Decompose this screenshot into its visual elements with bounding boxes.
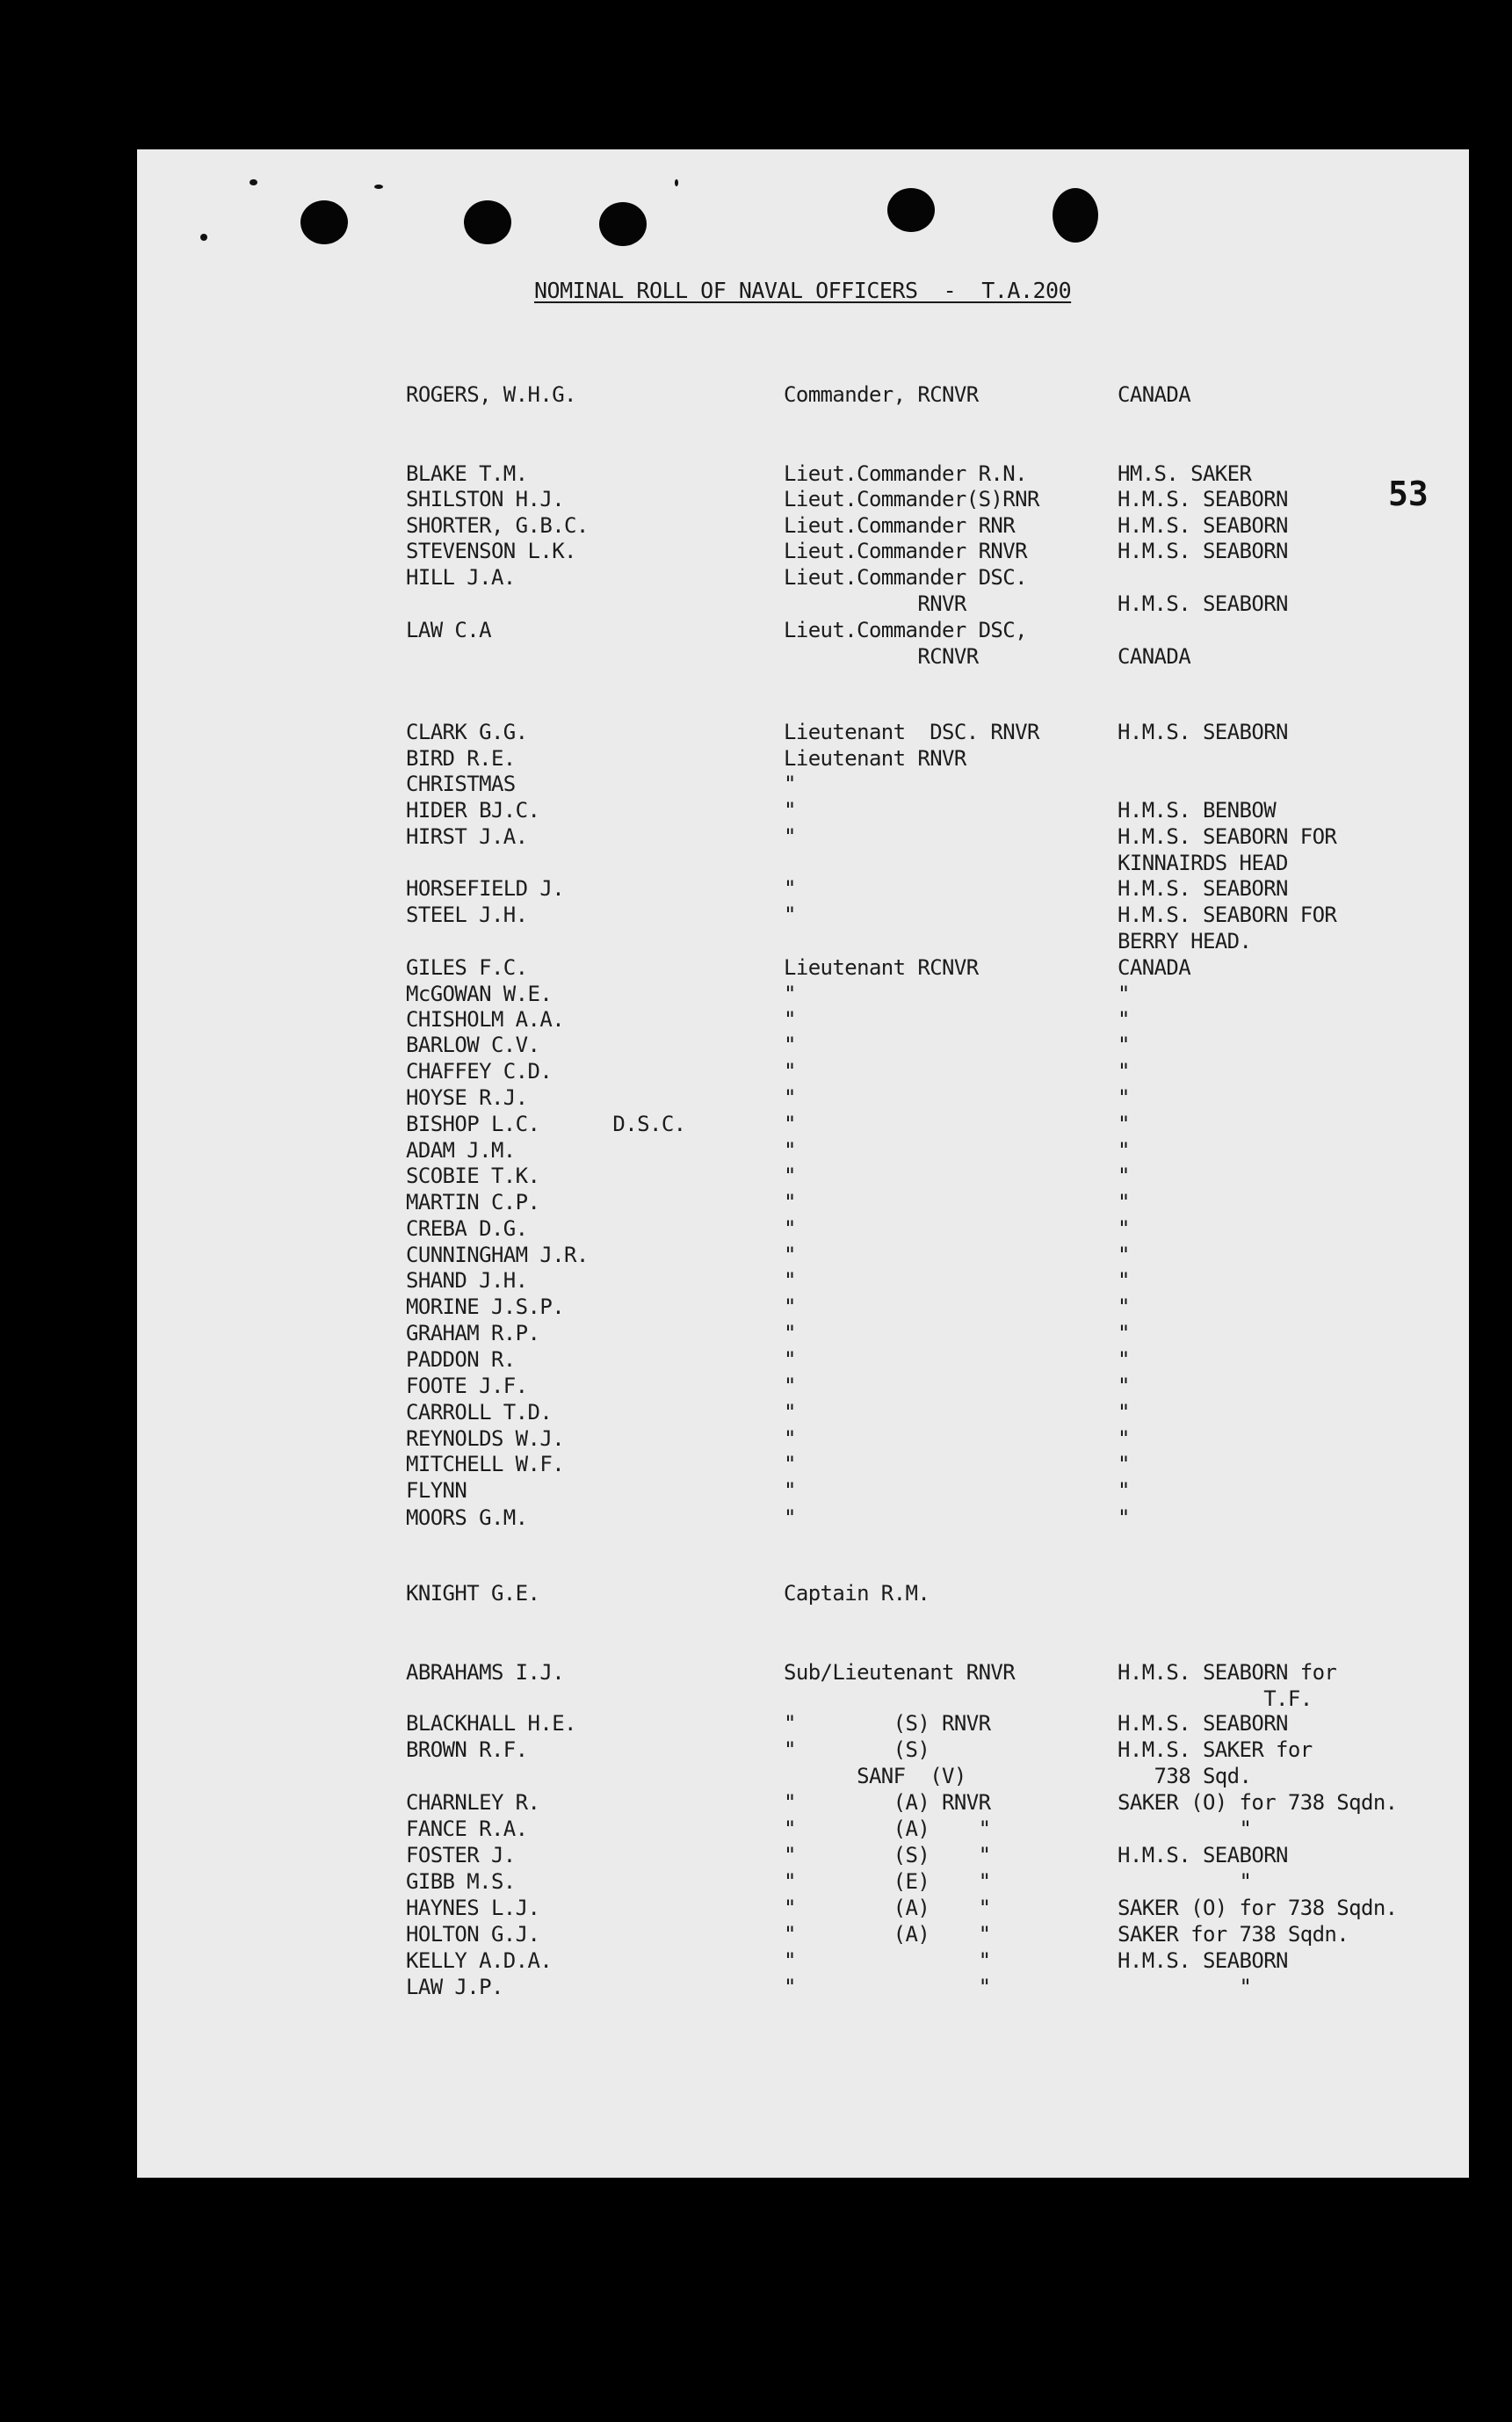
officer-rank: " [784, 1426, 796, 1451]
officer-name: SHILSTON H.J. [406, 487, 565, 511]
officer-name: FOSTER J. [406, 1843, 516, 1867]
officer-name: HORSEFIELD J. [406, 876, 565, 901]
officer-posting: SAKER for 738 Sqdn. [1118, 1922, 1349, 1947]
officer-name: CARROLL T.D. [406, 1400, 553, 1425]
officer-posting: " [1118, 982, 1130, 1006]
officer-posting: HM.S. SAKER [1118, 461, 1252, 486]
officer-rank: " (S) RNVR [784, 1711, 991, 1736]
officer-posting: " [1118, 1007, 1130, 1032]
officer-posting: H.M.S. SEABORN [1118, 513, 1288, 538]
officer-name: CREBA D.G. [406, 1216, 528, 1241]
officer-rank: Commander, RCNVR [784, 382, 979, 407]
officer-rank: Lieut.Commander R.N. [784, 461, 1027, 486]
document-title: NOMINAL ROLL OF NAVAL OFFICERS - T.A.200 [534, 278, 1072, 303]
officer-posting: " [1118, 1033, 1130, 1057]
officer-rank: Captain R.M. [784, 1581, 930, 1606]
officer-rank: " [784, 1347, 796, 1372]
officer-rank: " [784, 1374, 796, 1398]
officer-rank: " [784, 1321, 796, 1345]
officer-posting: " [1118, 1869, 1252, 1894]
officer-posting: H.M.S. SEABORN [1118, 1843, 1288, 1867]
punch-hole [300, 200, 348, 244]
officer-name: HIDER BJ.C. [406, 798, 540, 823]
officer-name: BLAKE T.M. [406, 461, 528, 486]
officer-posting: " [1118, 1216, 1130, 1241]
officer-rank: Lieut.Commander DSC. RNVR [784, 565, 1027, 616]
officer-posting: " [1118, 1975, 1252, 1999]
officer-posting: " [1118, 1426, 1130, 1451]
officer-name: STEEL J.H. [406, 903, 528, 927]
officer-name: CHRISTMAS [406, 772, 516, 796]
officer-rank: " [784, 1007, 796, 1032]
officer-rank: " " [784, 1948, 991, 1973]
officer-posting: SAKER (O) for 738 Sqdn. [1118, 1896, 1398, 1920]
page-number: 53 [1388, 475, 1429, 513]
officer-rank: " [784, 1033, 796, 1057]
officer-name: GILES F.C. [406, 955, 528, 980]
officer-name: FOOTE J.F. [406, 1374, 528, 1398]
officer-posting: H.M.S. SEABORN [1118, 487, 1288, 511]
punch-hole [464, 200, 511, 244]
officer-rank: " (S) SANF (V) [784, 1737, 966, 1788]
officer-posting: CANADA [1118, 644, 1191, 669]
officer-name: BLACKHALL H.E. [406, 1711, 576, 1736]
officer-posting: " [1118, 1374, 1130, 1398]
officer-posting: " [1118, 1190, 1130, 1215]
officer-name: ROGERS, W.H.G. [406, 382, 576, 407]
officer-rank: " [784, 1243, 796, 1267]
officer-posting: " [1118, 1138, 1130, 1163]
officer-posting: " [1118, 1164, 1130, 1188]
officer-name: MOORS G.M. [406, 1505, 528, 1530]
officer-rank: " [784, 1190, 796, 1215]
officer-name: SHORTER, G.B.C. [406, 513, 589, 538]
officer-rank: " [784, 1294, 796, 1319]
officer-name: KELLY A.D.A. [406, 1948, 553, 1973]
officer-rank: Lieutenant RCNVR [784, 955, 979, 980]
officer-rank: " [784, 1216, 796, 1241]
officer-name: CLARK G.G. [406, 720, 528, 744]
officer-name: ADAM J.M. [406, 1138, 516, 1163]
officer-rank: " [784, 1478, 796, 1503]
officer-name: BISHOP L.C. D.S.C. [406, 1112, 686, 1136]
officer-posting: " [1118, 1321, 1130, 1345]
officer-posting: CANADA [1118, 382, 1191, 407]
officer-rank: " [784, 824, 796, 849]
punch-hole [887, 188, 935, 232]
officer-name: REYNOLDS W.J. [406, 1426, 565, 1451]
officer-rank: Lieutenant DSC. RNVR [784, 720, 1039, 744]
officer-name: LAW C.A [406, 618, 491, 642]
officer-posting: H.M.S. SEABORN [1118, 876, 1288, 901]
officer-posting: " [1118, 1059, 1130, 1084]
officer-posting: H.M.S. SEABORN FOR BERRY HEAD. [1118, 903, 1337, 954]
officer-name: CHISHOLM A.A. [406, 1007, 565, 1032]
officer-name: BIRD R.E. [406, 746, 516, 771]
officer-rank: " [784, 798, 796, 823]
officer-name: MORINE J.S.P. [406, 1294, 565, 1319]
officer-rank: " (A) " [784, 1816, 991, 1841]
ink-speck [200, 234, 207, 241]
punch-hole [599, 202, 647, 246]
officer-rank: Lieut.Commander(S)RNR [784, 487, 1039, 511]
officer-posting: H.M.S. SEABORN for T.F. [1118, 1660, 1337, 1711]
officer-name: MITCHELL W.F. [406, 1452, 565, 1476]
officer-name: GRAHAM R.P. [406, 1321, 540, 1345]
officer-name: CHAFFEY C.D. [406, 1059, 553, 1084]
officer-name: PADDON R. [406, 1347, 516, 1372]
officer-rank: " [784, 1112, 796, 1136]
officer-posting: " [1118, 1112, 1130, 1136]
officer-name: GIBB M.S. [406, 1869, 516, 1894]
officer-posting: H.M.S. BENBOW [1118, 798, 1277, 823]
officer-rank: " [784, 1138, 796, 1163]
officer-name: BROWN R.F. [406, 1737, 528, 1762]
officer-posting: " [1118, 1505, 1130, 1530]
officer-name: HIRST J.A. [406, 824, 528, 849]
officer-rank: Lieutenant RNVR [784, 746, 966, 771]
officer-posting: H.M.S. SEABORN FOR KINNAIRDS HEAD [1118, 824, 1337, 875]
officer-rank: " [784, 1085, 796, 1110]
officer-rank: " [784, 1268, 796, 1293]
officer-rank: " [784, 1505, 796, 1530]
officer-posting: " [1118, 1085, 1130, 1110]
officer-rank: " [784, 772, 796, 796]
officer-rank: " [784, 1059, 796, 1084]
officer-name: FANCE R.A. [406, 1816, 528, 1841]
officer-posting: " [1118, 1294, 1130, 1319]
officer-rank: " [784, 1400, 796, 1425]
officer-posting: " [1118, 1478, 1130, 1503]
officer-name: KNIGHT G.E. [406, 1581, 540, 1606]
officer-rank: " (A) " [784, 1922, 991, 1947]
officer-rank: Lieut.Commander DSC, RCNVR [784, 618, 1027, 669]
officer-posting: H.M.S. SEABORN [1118, 720, 1288, 744]
officer-rank: " [784, 982, 796, 1006]
officer-posting: H.M.S. SEABORN [1118, 1948, 1288, 1973]
officer-rank: " (A) RNVR [784, 1790, 991, 1815]
officer-rank: " (S) " [784, 1843, 991, 1867]
officer-name: HOYSE R.J. [406, 1085, 528, 1110]
officer-rank: " [784, 1164, 796, 1188]
officer-posting: H.M.S. SEABORN [1118, 1711, 1288, 1736]
officer-name: HOLTON G.J. [406, 1922, 540, 1947]
officer-name: CHARNLEY R. [406, 1790, 540, 1815]
officer-name: McGOWAN W.E. [406, 982, 553, 1006]
officer-rank: " [784, 1452, 796, 1476]
officer-rank: Lieut.Commander RNVR [784, 539, 1027, 563]
officer-name: CUNNINGHAM J.R. [406, 1243, 589, 1267]
officer-name: LAW J.P. [406, 1975, 503, 1999]
officer-posting: CANADA [1118, 955, 1191, 980]
officer-posting: H.M.S. SEABORN [1118, 591, 1288, 616]
officer-name: FLYNN [406, 1478, 467, 1503]
ink-speck [250, 179, 257, 185]
officer-posting: H.M.S. SAKER for 738 Sqd. [1118, 1737, 1313, 1788]
punch-hole [1053, 188, 1098, 243]
officer-posting: " [1118, 1400, 1130, 1425]
officer-name: HILL J.A. [406, 565, 516, 590]
ink-speck [374, 185, 383, 189]
officer-posting: SAKER (O) for 738 Sqdn. " [1118, 1790, 1398, 1841]
officer-posting: H.M.S. SEABORN [1118, 539, 1288, 563]
officer-posting: " [1118, 1347, 1130, 1372]
officer-name: SHAND J.H. [406, 1268, 528, 1293]
officer-posting: " [1118, 1452, 1130, 1476]
officer-name: STEVENSON L.K. [406, 539, 576, 563]
officer-rank: Sub/Lieutenant RNVR [784, 1660, 1016, 1685]
officer-rank: " (A) " [784, 1896, 991, 1920]
officer-name: MARTIN C.P. [406, 1190, 540, 1215]
officer-name: ABRAHAMS I.J. [406, 1660, 565, 1685]
officer-rank: " [784, 903, 796, 927]
officer-rank: " (E) " [784, 1869, 991, 1894]
officer-posting: " [1118, 1268, 1130, 1293]
officer-name: HAYNES L.J. [406, 1896, 540, 1920]
officer-name: BARLOW C.V. [406, 1033, 540, 1057]
officer-rank: Lieut.Commander RNR [784, 513, 1016, 538]
officer-name: SCOBIE T.K. [406, 1164, 540, 1188]
officer-rank: " [784, 876, 796, 901]
officer-posting: " [1118, 1243, 1130, 1267]
ink-speck [675, 179, 678, 186]
officer-rank: " " [784, 1975, 991, 1999]
